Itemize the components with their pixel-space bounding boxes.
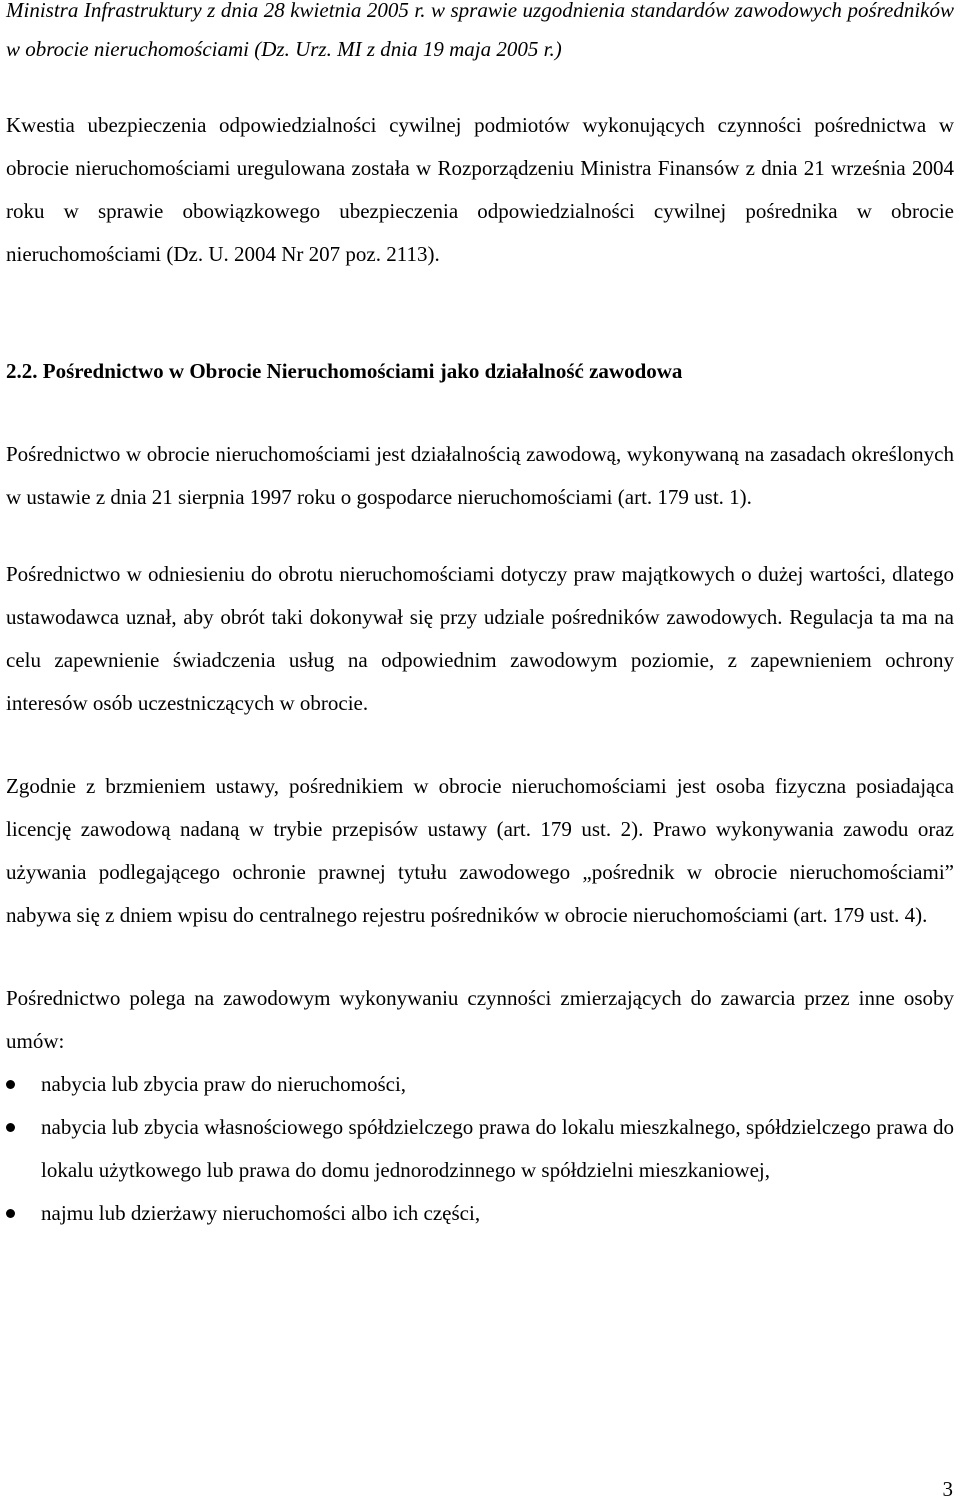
- list-item: [6, 1106, 954, 1192]
- page-number: 3: [942, 1477, 953, 1501]
- list-item-text: nabycia lub zbycia własnościowego spółdzielczego prawa do lokalu mieszkalnego, spółdzielczego prawa do lokalu użytkowego lub prawa do domu jednorodzinnego w spółdzielni mieszkaniowej,: [41, 1115, 954, 1182]
- paragraph-licence: Zgodnie z brzmieniem ustawy, pośrednikiem w obrocie nieruchomościami jest osoba fizyczna posiadająca licencję zawodową nadaną w trybie przepisów ustawy (art. 179 ust. 2). Prawo wykonywania zawodu oraz używania podlegającego ochronie prawnej tytułu zawodowego „pośrednik w obrocie nieruchomościami” nabywa się z dniem wpisu do centralnego rejestru pośredników w obrocie nieruchomościami (art. 179 ust. 4).: [6, 774, 954, 927]
- list-item-text: nabycia lub zbycia praw do nieruchomości,: [41, 1072, 407, 1096]
- bullet-icon: [6, 1209, 15, 1218]
- document-page: [6, 0, 954, 1235]
- contract-types-list: [6, 1063, 954, 1235]
- list-item: [6, 1063, 954, 1106]
- bullet-icon: [6, 1123, 15, 1132]
- intro-text: Ministra Infrastruktury z dnia 28 kwietnia 2005 r. w sprawie uzgodnienia standardów zawodowych pośredników w obrocie nieruchomościami (Dz. Urz. MI z dnia 19 maja 2005 r.): [6, 0, 954, 61]
- bullet-icon: [6, 1080, 15, 1089]
- paragraph-property-rights: Pośrednictwo w odniesieniu do obrotu nieruchomościami dotyczy praw majątkowych o dużej wartości, dlatego ustawodawca uznał, aby obrót taki dokonywał się przy udziale pośredników zawodowych. Regulacja ta ma na celu zapewnienie świadczenia usług na odpowiednim zawodowym poziomie, z zapewnieniem ochrony interesów osób uczestniczących w obrocie.: [6, 562, 954, 715]
- paragraph-professional-activity: Pośrednictwo w obrocie nieruchomościami jest działalnością zawodową, wykonywaną na zasadach określonych w ustawie z dnia 21 sierpnia 1997 roku o gospodarce nieruchomościami (art. 179 ust. 1).: [6, 442, 954, 509]
- list-item-text: najmu lub dzierżawy nieruchomości albo ich części,: [41, 1201, 481, 1225]
- paragraph-intermediation: Pośrednictwo polega na zawodowym wykonywaniu czynności zmierzających do zawarcia przez inne osoby umów:: [6, 986, 954, 1053]
- paragraph-insurance: Kwestia ubezpieczenia odpowiedzialności cywilnej podmiotów wykonujących czynności pośrednictwa w obrocie nieruchomościami uregulowana została w Rozporządzeniu Ministra Finansów z dnia 21 września 2004 roku w sprawie obowiązkowego ubezpieczenia odpowiedzialności cywilnej pośrednika w obrocie nieruchomościami (Dz. U. 2004 Nr 207 poz. 2113).: [6, 113, 954, 266]
- section-heading: 2.2. Pośrednictwo w Obrocie Nieruchomościami jako działalność zawodowa: [6, 359, 683, 383]
- list-item: [6, 1192, 954, 1235]
